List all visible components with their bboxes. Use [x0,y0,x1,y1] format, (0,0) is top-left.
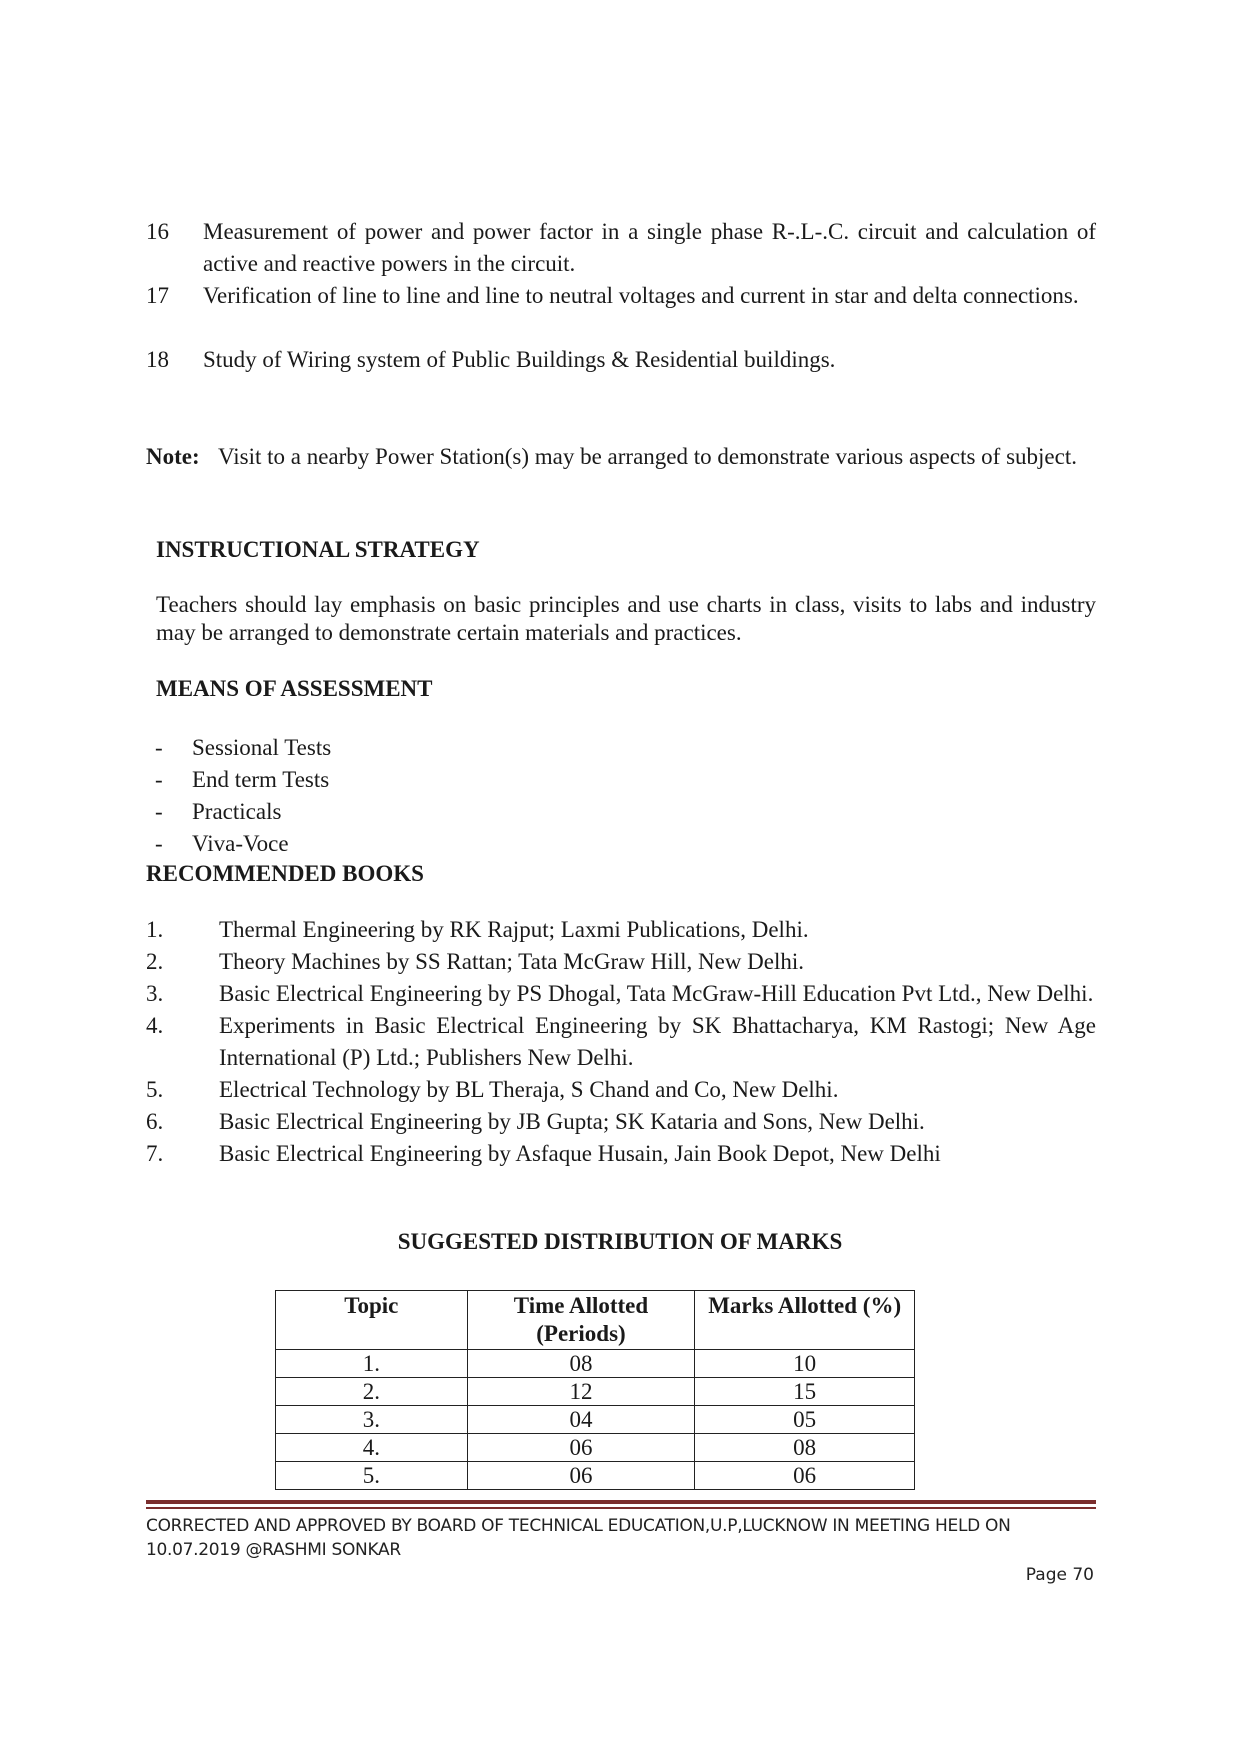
table-header-row [276,1291,915,1350]
table-row [276,1462,915,1490]
table-cell: 2. [276,1378,468,1406]
book-number: 1. [146,917,164,942]
instructional-strategy-paragraph: Teachers should lay emphasis on basic principles and use charts in class, visits to labs and industry may be arranged to demonstrate certain materials and practices. [156,592,1096,645]
list-item [155,796,331,828]
dash-marker: - [155,767,163,792]
list-item [146,914,1096,946]
table-row [276,1406,915,1434]
practical-text: Study of Wiring system of Public Buildings & Residential buildings. [203,347,836,372]
list-item-text: End term Tests [192,767,330,792]
book-number: 4. [146,1013,164,1038]
practical-number: 17 [146,283,169,308]
note-text: Visit to a nearby Power Station(s) may be arranged to demonstrate various aspects of subject. [218,444,1077,469]
list-item [146,1106,1096,1138]
table-cell: 15 [695,1378,915,1406]
instructional-strategy-heading: INSTRUCTIONAL STRATEGY [156,537,480,562]
table-row [276,1350,915,1378]
dash-marker: - [155,735,163,760]
column-header-marks: Marks Allotted (%) [695,1291,915,1350]
list-item-text: Practicals [192,799,282,824]
table-cell: 06 [695,1462,915,1490]
table-cell: 05 [695,1406,915,1434]
book-number: 5. [146,1077,164,1102]
book-number: 6. [146,1109,164,1134]
footer-text: CORRECTED AND APPROVED BY BOARD OF TECHNICAL EDUCATION,U.P,LUCKNOW IN MEETING HELD ON 10.07.2019 @RASHMI SONKAR [146,1516,1011,1560]
list-item [155,764,331,796]
list-item [146,1074,1096,1106]
table-cell: 1. [276,1350,468,1378]
table-row [276,1378,915,1406]
dash-marker: - [155,799,163,824]
book-number: 2. [146,949,164,974]
practical-text: Verification of line to line and line to neutral voltages and current in star and delta connections. [203,283,1079,308]
table-cell: 06 [467,1434,695,1462]
list-item [155,732,331,764]
book-text: Basic Electrical Engineering by PS Dhogal, Tata McGraw-Hill Education Pvt Ltd., New Delhi. [219,981,1094,1006]
column-header-topic: Topic [276,1291,468,1350]
list-item [146,1010,1096,1074]
list-item-text: Viva-Voce [192,831,289,856]
table-cell: 5. [276,1462,468,1490]
book-number: 3. [146,981,164,1006]
table-cell: 4. [276,1434,468,1462]
list-item [146,946,1096,978]
assessment-list [155,732,331,860]
table-cell: 10 [695,1350,915,1378]
list-item [146,1138,1096,1170]
page-number: Page 70 [1025,1565,1094,1585]
marks-table-title: SUGGESTED DISTRIBUTION OF MARKS [397,1229,843,1254]
table-row [276,1434,915,1462]
table-cell: 04 [467,1406,695,1434]
books-list [146,914,1096,1170]
assessment-heading: MEANS OF ASSESSMENT [156,676,433,701]
table-cell: 08 [467,1350,695,1378]
list-item-text: Sessional Tests [192,735,332,760]
column-header-time: Time Allotted (Periods) [467,1291,695,1350]
book-text: Experiments in Basic Electrical Engineering by SK Bhattacharya, KM Rastogi; New Age International (P) Ltd.; Publishers New Delhi. [219,1013,1096,1070]
book-number: 7. [146,1141,164,1166]
table-cell: 08 [695,1434,915,1462]
list-item [155,828,331,860]
table-cell: 06 [467,1462,695,1490]
footer-divider-thin [146,1507,1096,1509]
book-text: Theory Machines by SS Rattan; Tata McGraw Hill, New Delhi. [219,949,804,974]
practical-text: Measurement of power and power factor in a single phase R-.L-.C. circuit and calculation of active and reactive powers in the circuit. [203,219,1096,276]
list-item [146,978,1096,1010]
book-text: Electrical Technology by BL Theraja, S Chand and Co, New Delhi. [219,1077,839,1102]
practical-number: 16 [146,219,169,244]
book-text: Basic Electrical Engineering by Asfaque Husain, Jain Book Depot, New Delhi [219,1141,941,1166]
books-heading: RECOMMENDED BOOKS [146,861,424,886]
table-cell: 12 [467,1378,695,1406]
note-label: Note: [146,444,200,469]
footer-divider [146,1500,1096,1504]
dash-marker: - [155,831,163,856]
practical-number: 18 [146,347,169,372]
book-text: Thermal Engineering by RK Rajput; Laxmi Publications, Delhi. [219,917,809,942]
book-text: Basic Electrical Engineering by JB Gupta; SK Kataria and Sons, New Delhi. [219,1109,925,1134]
table-cell: 3. [276,1406,468,1434]
marks-table [275,1290,915,1490]
